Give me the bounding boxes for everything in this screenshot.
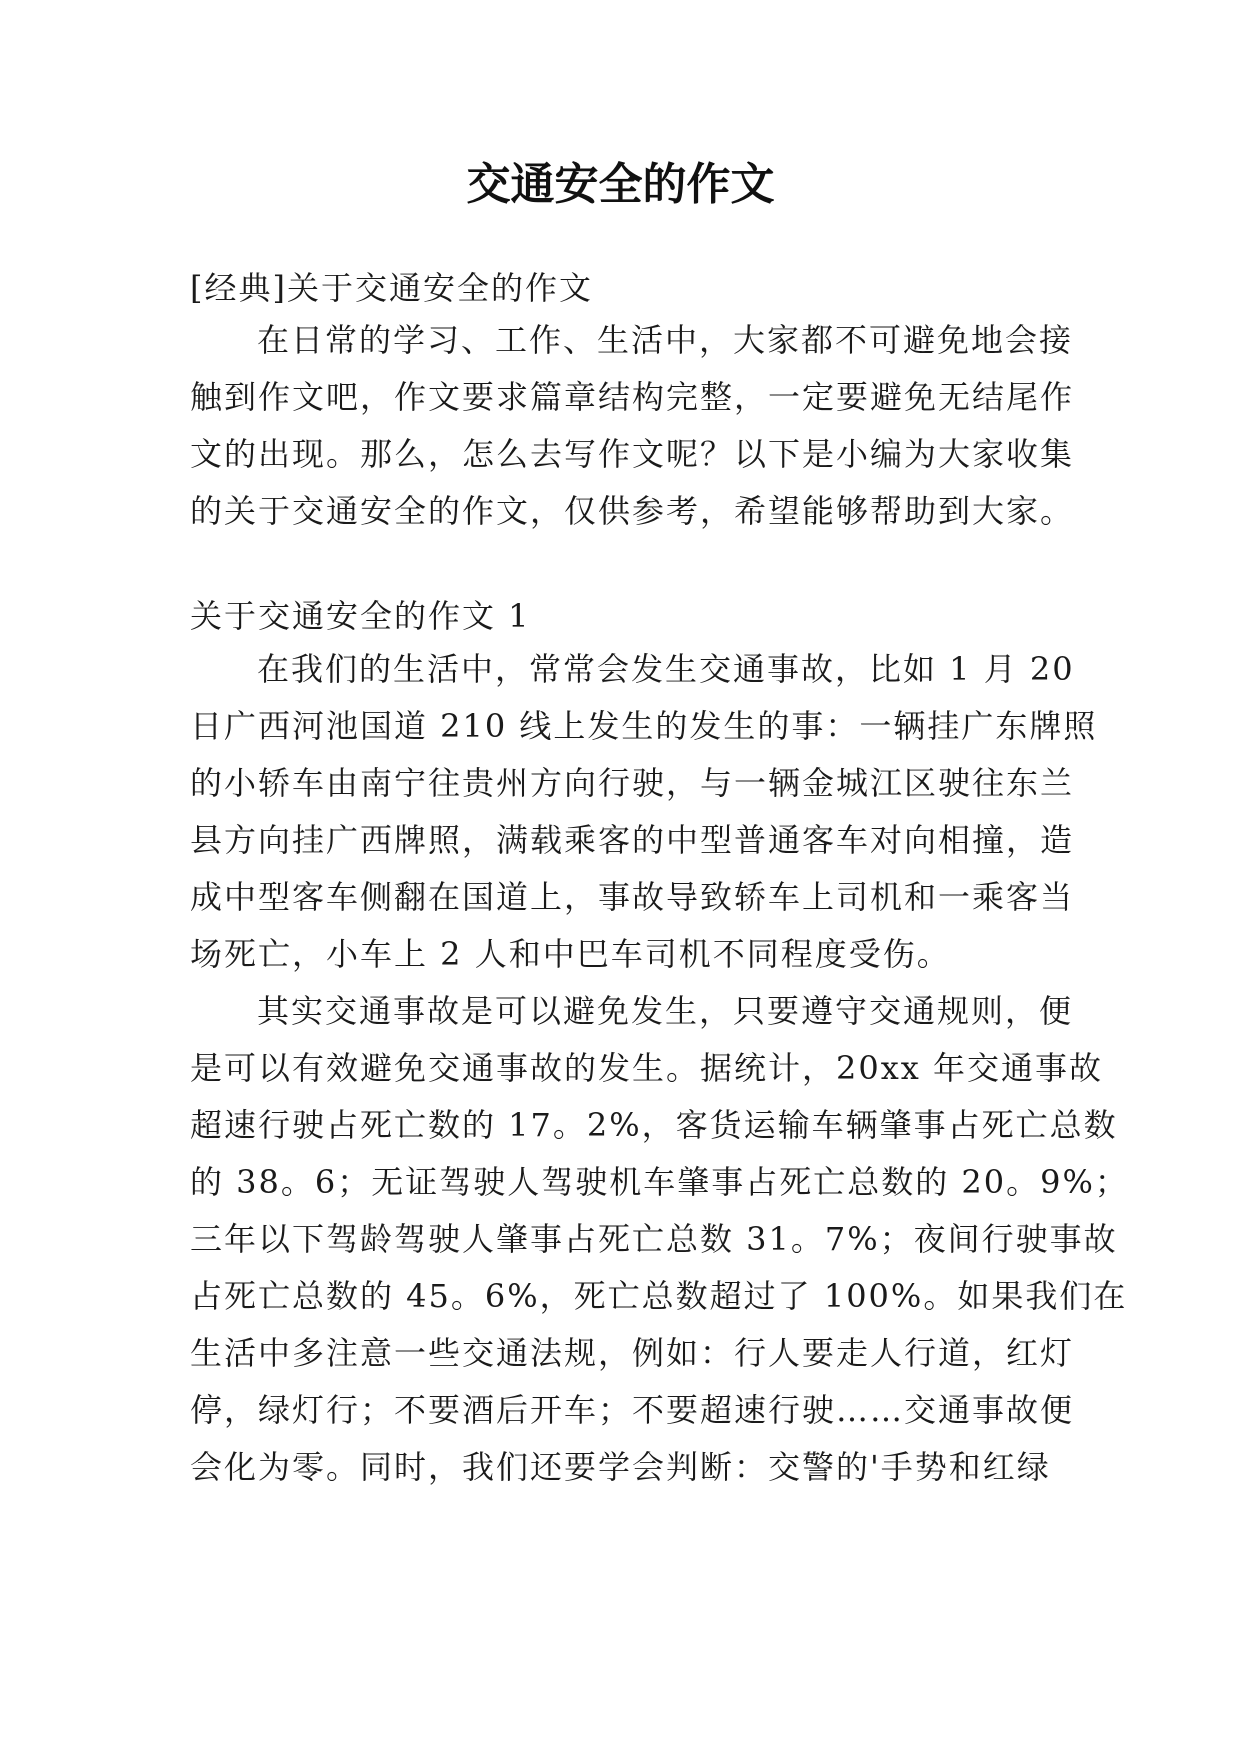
text-line: 在日常的学习、工作、生活中，大家都不可避免地会接	[257, 321, 1074, 359]
text-line: 超速行驶占死亡数的 17。2%，客货运输车辆肇事占死亡总数	[190, 1106, 1118, 1144]
text-line: 日广西河池国道 210 线上发生的发生的事：一辆挂广东牌照	[190, 707, 1098, 745]
page-title: 交通安全的作文	[466, 159, 775, 210]
text-line: 三年以下驾龄驾驶人肇事占死亡总数 31。7%；夜间行驶事故	[190, 1220, 1118, 1258]
text-line: 场死亡，小车上 2 人和中巴车司机不同程度受伤。	[190, 935, 951, 973]
text-line: 占死亡总数的 45。6%，死亡总数超过了 100%。如果我们在	[190, 1277, 1128, 1315]
text-line: 文的出现。那么，怎么去写作文呢？以下是小编为大家收集	[190, 435, 1075, 473]
text-line: [经典]关于交通安全的作文	[190, 269, 593, 307]
text-line: 其实交通事故是可以避免发生，只要遵守交通规则，便	[257, 992, 1074, 1030]
text-line: 触到作文吧，作文要求篇章结构完整，一定要避免无结尾作	[190, 378, 1075, 416]
text-line: 成中型客车侧翻在国道上，事故导致轿车上司机和一乘客当	[190, 878, 1075, 916]
text-line: 的关于交通安全的作文，仅供参考，希望能够帮助到大家。	[190, 492, 1075, 530]
text-line: 生活中多注意一些交通法规，例如：行人要走人行道，红灯	[190, 1334, 1075, 1372]
text-line: 是可以有效避免交通事故的发生。据统计，20xx 年交通事故	[190, 1049, 1103, 1087]
text-line: 在我们的生活中，常常会发生交通事故，比如 1 月 20	[257, 650, 1075, 688]
text-line: 的 38。6；无证驾驶人驾驶机车肇事占死亡总数的 20。9%；	[190, 1163, 1129, 1201]
text-line: 的小轿车由南宁往贵州方向行驶，与一辆金城江区驶往东兰	[190, 764, 1075, 802]
text-line: 停，绿灯行；不要酒后开车；不要超速行驶……交通事故便	[190, 1391, 1075, 1429]
text-line: 会化为零。同时，我们还要学会判断：交警的'手势和红绿	[190, 1448, 1051, 1486]
text-line: 县方向挂广西牌照，满载乘客的中型普通客车对向相撞，造	[190, 821, 1075, 859]
text-line: 关于交通安全的作文 1	[190, 597, 531, 635]
